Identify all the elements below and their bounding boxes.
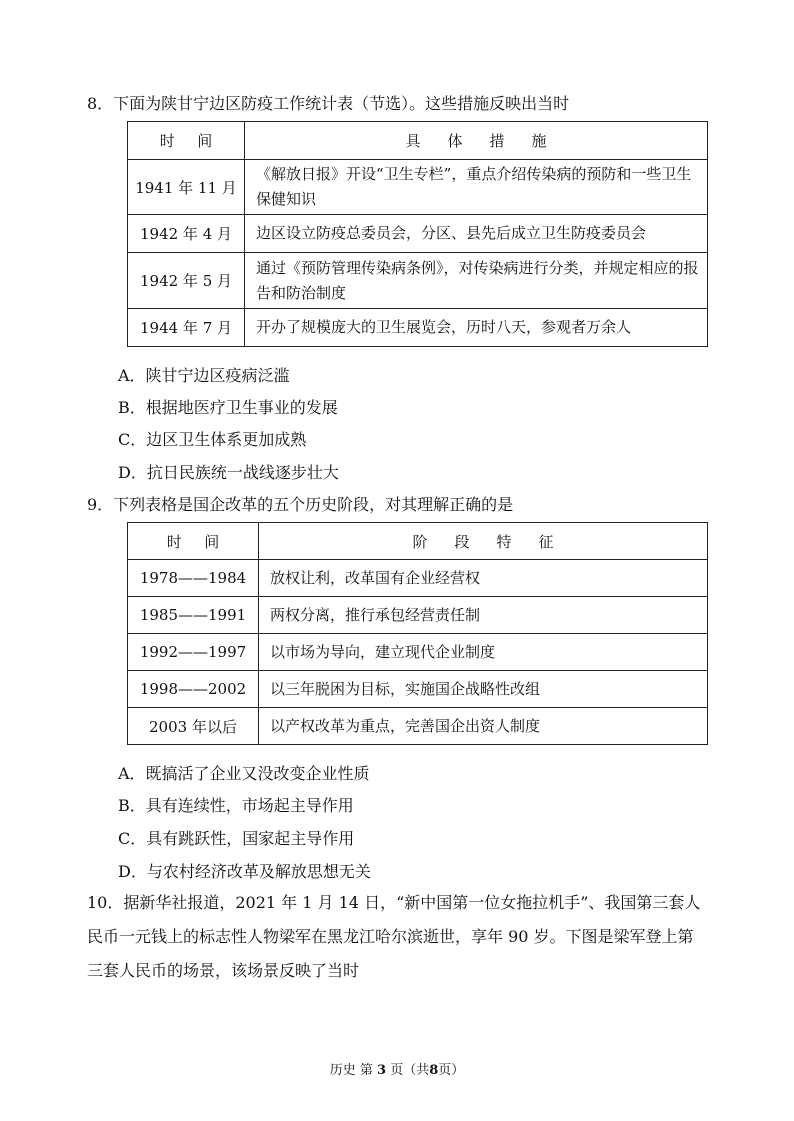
q9-stem: 9．下列表格是国企改革的五个历史阶段，对其理解正确的是: [87, 495, 514, 514]
table-header-features: 阶段特征: [259, 523, 708, 560]
q8-option-c[interactable]: C．边区卫生体系更加成熟: [118, 430, 307, 449]
table-row: [128, 634, 708, 671]
q8-option-b[interactable]: B．根据地医疗卫生事业的发展: [118, 398, 338, 417]
table-cell-content: 通过《预防管理传染病条例》，对传染病进行分类，并规定相应的报告和防治制度: [245, 253, 708, 309]
table-cell-time: 1942 年 5 月: [128, 253, 245, 309]
table-row: [128, 253, 708, 309]
table-cell-content: 两权分离，推行承包经营责任制: [259, 597, 708, 634]
table-cell-content: 《解放日报》开设“卫生专栏”，重点介绍传染病的预防和一些卫生保健知识: [245, 160, 708, 215]
q9-table: [127, 522, 708, 745]
table-cell-content: 以产权改革为重点，完善国企出资人制度: [259, 708, 708, 745]
table-cell-content: 以市场为导向，建立现代企业制度: [259, 634, 708, 671]
q9-option-a[interactable]: A．既搞活了企业又没改变企业性质: [118, 764, 370, 783]
q8-option-d[interactable]: D．抗日民族统一战线逐步壮大: [118, 463, 339, 482]
q10-text: 据新华社报道，2021 年 1 月 14 日，“新中国第一位女拖拉机手”、我国第三套人民币一元钱上的标志性人物梁军在黑龙江哈尔滨逝世，享年 90 岁。下图是梁军登上第三套人民币的场景，该场景反映了当时: [87, 893, 701, 980]
table-cell-time: 1942 年 4 月: [128, 215, 245, 253]
footer-end: 页）: [438, 1063, 465, 1078]
table-cell-content: 以三年脱困为目标，实施国企战略性改组: [259, 671, 708, 708]
table-header-time: 时间: [128, 122, 245, 160]
table-row: [128, 215, 708, 253]
footer-mid: 页（共: [390, 1063, 430, 1078]
footer-subject: 历史 第: [329, 1063, 373, 1078]
table-cell-time: 1992——1997: [128, 634, 259, 671]
page-footer: [0, 1059, 794, 1078]
q9-option-d[interactable]: D．与农村经济改革及解放思想无关: [118, 862, 371, 881]
table-cell-time: 1941 年 11 月: [128, 160, 245, 215]
table-cell-time: 1978——1984: [128, 560, 259, 597]
q9-option-b[interactable]: B．具有连续性，市场起主导作用: [118, 796, 354, 815]
q10-stem: [87, 886, 709, 988]
q10-number: 10．: [87, 893, 124, 912]
table-cell-time: 1998——2002: [128, 671, 259, 708]
table-row: [128, 708, 708, 745]
table-header-row: [128, 122, 708, 160]
q8-table: [127, 121, 708, 347]
table-row: [128, 160, 708, 215]
table-row: [128, 309, 708, 347]
table-cell-time: 2003 年以后: [128, 708, 259, 745]
table-header-row: [128, 523, 708, 560]
q8-option-a[interactable]: A．陕甘宁边区疫病泛滥: [118, 366, 290, 385]
table-header-time: 时间: [128, 523, 259, 560]
table-cell-content: 边区设立防疫总委员会，分区、县先后成立卫生防疫委员会: [245, 215, 708, 253]
table-row: [128, 671, 708, 708]
q8-stem: 8．下面为陕甘宁边区防疫工作统计表（节选）。这些措施反映出当时: [87, 94, 570, 113]
table-cell-time: 1944 年 7 月: [128, 309, 245, 347]
table-cell-time: 1985——1991: [128, 597, 259, 634]
footer-page-number: 3: [377, 1063, 387, 1078]
table-row: [128, 560, 708, 597]
table-cell-content: 开办了规模庞大的卫生展览会，历时八天，参观者万余人: [245, 309, 708, 347]
table-header-measures: 具体措施: [245, 122, 708, 160]
table-row: [128, 597, 708, 634]
footer-total-pages: 8: [429, 1063, 439, 1078]
q9-option-c[interactable]: C．具有跳跃性，国家起主导作用: [118, 829, 355, 848]
table-cell-content: 放权让利，改革国有企业经营权: [259, 560, 708, 597]
